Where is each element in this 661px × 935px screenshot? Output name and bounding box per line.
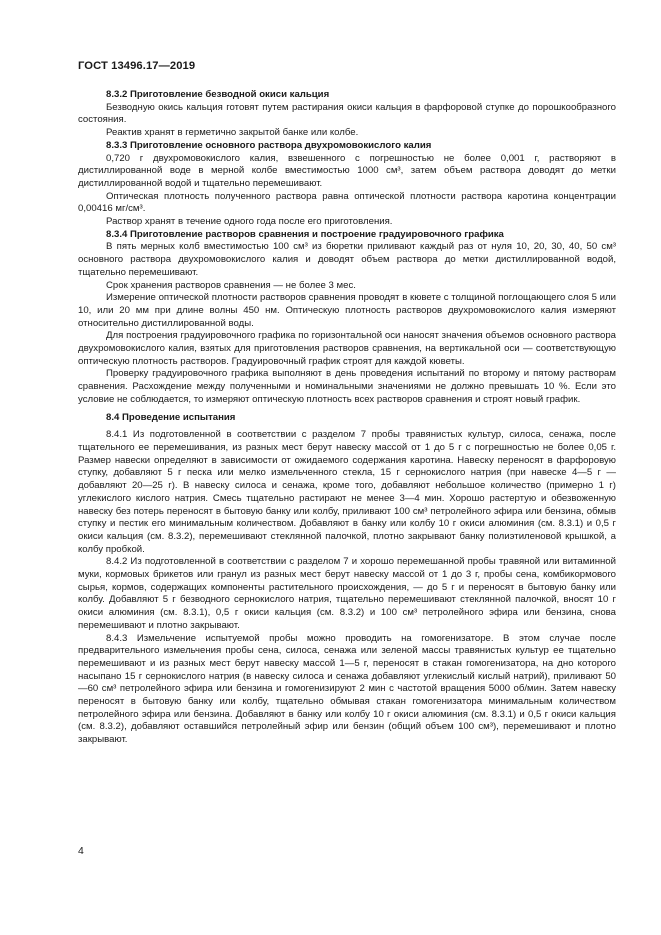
- section-heading-8-4: 8.4 Проведение испытания: [106, 411, 236, 423]
- paragraph: Для построения градуировочного графика по горизонтальной оси наносят значения объемов основного раствора двухромовокислого калия, взятых для приготовления растворов сравнения, на вертикальной оси — соответствующую оптическую плотность растворов. Градуировочный график строят для каждой кюветы.: [78, 330, 616, 367]
- paragraph: Срок хранения растворов сравнения — не более 3 мес.: [106, 279, 356, 291]
- page-header: ГОСТ 13496.17—2019: [78, 60, 196, 72]
- page-number: 4: [78, 846, 84, 857]
- section-heading-8-3-2: 8.3.2 Приготовление безводной окиси кальция: [106, 89, 330, 100]
- paragraph: 0,720 г двухромовокислого калия, взвешенного с погрешностью не более 0,001 г, растворяют в дистиллированной воде в мерной колбе вместимостью 1000 см³, затем объем раствора доводят до метки дистиллированной водой и тщательно перемешивают.: [78, 152, 616, 189]
- paragraph: Реактив хранят в герметично закрытой банке или колбе.: [106, 127, 359, 139]
- section-heading-8-3-3: 8.3.3 Приготовление основного раствора двухромовокислого калия: [106, 139, 432, 151]
- paragraph: Раствор хранят в течение одного года после его приготовления.: [106, 216, 393, 228]
- paragraph: 8.4.3 Измельчение испытуемой пробы можно проводить на гомогенизаторе. В этом случае после предварительного измельчения пробы сена, силоса, сенажа или зеленой массы травянистых культур ее тщательно перемешивают и из разных мест берут навеску массой 1—5 г, переносят в стакан гомогенизатора, на дно которого насыпано 15 г сернокислого натрия (в навеску силоса и сенажа добавляют углекислый кислый натрий), приливают 50—60 см³ петролейного эфира или бензина и гомогенизируют 2 мин с частотой вращения 5000 об/мин. Затем навеску переносят в бытовую банку или колбу, тщательно обмывая стакан гомогенизатора минимальным количеством петролейного эфира или бензина. Добавляют в банку или колбу 10 г окиси алюминия (см. 8.3.1) и 0,5 г окиси кальция (см. 8.3.2), добавляют оставшийся петролейный эфир или бензин (общий объем 100 см³), перемешивают и плотно закрывают.: [78, 632, 616, 746]
- paragraph: Проверку градуировочного графика выполняют в день проведения испытаний по второму и пятому растворам сравнения. Расхождение между полученными и номинальными значениями не должно превышать 10 %. Если это условие не соблюдается, то измеряют оптическую плотность всех растворов сравнения и строят новый график.: [78, 368, 616, 405]
- document-body: [78, 89, 616, 747]
- paragraph: В пять мерных колб вместимостью 100 см³ из бюретки приливают каждый раз от нуля 10, 20, 30, 40, 50 см³ основного раствора двухромовокислого калия и доводят объем раствора до метки дистиллированной водой, тщательно перемешивают.: [78, 241, 616, 278]
- section-heading-8-3-4: 8.3.4 Приготовление растворов сравнения и построение градуировочного графика: [106, 228, 504, 240]
- paragraph: Оптическая плотность полученного раствора равна оптической плотности раствора каротина концентрации 0,00416 мг/см³.: [78, 190, 616, 215]
- paragraph: 8.4.1 Из подготовленной в соответствии с разделом 7 пробы травянистых культур, силоса, сенажа, после тщательного ее перемешивания, из разных мест берут навеску массой от 1 до 5 г с погрешностью не более 0,05 г. Размер навески определяют в зависимости от ожидаемого содержания каротина. Навеску переносят в фарфоровую ступку, добавляют 5 г песка или мелко измельченного стекла, 15 г сернокислого натрия (при навеске 4—5 г — добавляют 20—25 г). В навеску силоса и сенажа, кроме того, добавляют небольшое количество (примерно 1 г) углекислого кислого натрия. Смесь тщательно растирают не менее 3—4 мин. Хорошо растертую и обезвоженную навеску без потерь переносят в бытовую банку или колбу, приливают 100 см³ петролейного эфира или бензина, обмыв ступку и пестик его минимальным количеством. Добавляют в банку или колбу 10 г окиси алюминия (см. 8.3.1) и 0,5 г окиси кальция (см. 8.3.2), перемешивают стеклянной палочкой, плотно закрывают банку полиэтиленовой крышкой, а колбу пробкой.: [78, 429, 616, 555]
- paragraph: Измерение оптической плотности растворов сравнения проводят в кювете с толщиной поглощающего слоя 5 или 10, или 20 мм при длине волны 450 нм. Оптическую плотность растворов двухромовокислого калия измеряют относительно дистиллированной воды.: [78, 292, 616, 329]
- paragraph: Безводную окись кальция готовят путем растирания окиси кальция в фарфоровой ступке до порошкообразного состояния.: [78, 101, 616, 126]
- paragraph: 8.4.2 Из подготовленной в соответствии с разделом 7 и хорошо перемешанной пробы травяной или витаминной муки, кормовых брикетов или гранул из разных мест берут навеску массой от 1 до 3 г, пробы сена, комбикормового сырья, кормов, содержащих компоненты растительного происхождения, — до 5 г и переносят в бытовую банку или колбу. Добавляют 5 г безводного сернокислого натрия, тщательно перемешивают стеклянной палочкой, вносят 10 г окиси алюминия (см. 8.3.1), 0,5 г окиси кальция (см. 8.3.2) и 100 см³ петролейного эфира или бензина, снова перемешивают и плотно закрывают.: [78, 556, 616, 631]
